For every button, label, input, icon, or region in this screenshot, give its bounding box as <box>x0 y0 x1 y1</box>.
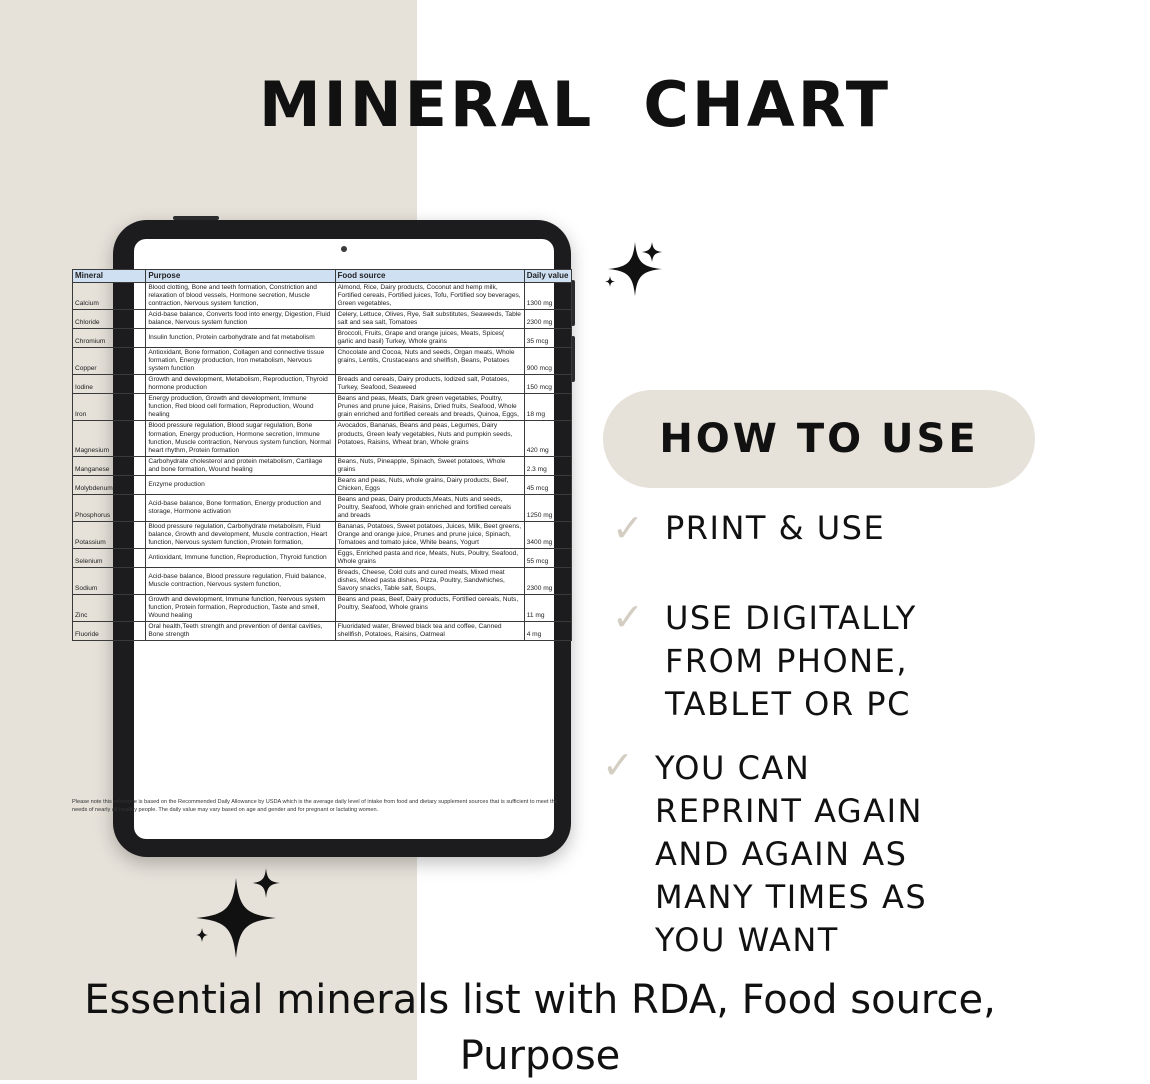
table-row <box>73 595 572 622</box>
food-source-cell: Avocados, Bananas, Beans and peas, Legumes, Dairy products, Green leafy vegetables, Nuts and pumpkin seeds, Potatoes, Raisins, Wheat bran, Whole grains <box>335 421 524 456</box>
daily-value-cell: 900 mcg <box>524 348 571 375</box>
sparkle-icon <box>188 868 288 960</box>
purpose-cell: Acid-base balance, Bone formation, Energy production and storage, Hormone activation <box>146 494 335 521</box>
mineral-cell: Manganese <box>73 456 146 475</box>
mineral-cell: Calcium <box>73 283 146 310</box>
sparkle-icon <box>600 240 670 300</box>
purpose-cell: Enzyme production <box>146 475 335 494</box>
food-source-cell: Beans and peas, Dairy products,Meats, Nuts and seeds, Poultry, Seafood, Whole grain enriched and fortified cereals and breads <box>335 494 524 521</box>
step-reprint: YOU CAN REPRINT AGAIN AND AGAIN AS MANY TIMES AS YOU WANT <box>655 749 928 959</box>
table-row <box>73 348 572 375</box>
purpose-cell: Carbohydrate cholesterol and protein metabolism, Cartilage and bone formation, Wound healing <box>146 456 335 475</box>
mineral-cell: Phosphorus <box>73 494 146 521</box>
food-source-cell: Chocolate and Cocoa, Nuts and seeds, Organ meats, Whole grains, Lentils, Crustaceans and shellfish, Beans, Potatoes <box>335 348 524 375</box>
table-row <box>73 521 572 548</box>
purpose-cell: Blood pressure regulation, Carbohydrate metabolism, Fluid balance, Growth and development, Muscle contraction, Heart function, Nervous system function, Protein formation, <box>146 521 335 548</box>
checkmark-icon: ✓ <box>612 595 644 639</box>
tablet-screen <box>72 239 569 839</box>
camera-dot <box>341 246 347 252</box>
table-footnote: Please note this reference is based on the Recommended Daily Allowance by USDA which is the average daily level of intake from food and dietary supplement sources that is sufficient to meet the needs of nearly all healthy people. The daily value may vary based on age and gender and for pregnant or lactating women. <box>72 799 558 813</box>
table-row <box>73 622 572 641</box>
daily-value-cell: 4 mg <box>524 622 571 641</box>
mineral-cell: Chloride <box>73 310 146 329</box>
daily-value-cell: 35 mcg <box>524 329 571 348</box>
mineral-cell: Magnesium <box>73 421 146 456</box>
header-food-source: Food source <box>335 270 524 283</box>
tablet-power-button <box>173 216 219 220</box>
table-row <box>73 329 572 348</box>
purpose-cell: Oral health,Teeth strength and prevention of dental cavities, Bone strength <box>146 622 335 641</box>
daily-value-cell: 1300 mg <box>524 283 571 310</box>
daily-value-cell: 18 mg <box>524 394 571 421</box>
daily-value-cell: 150 mcg <box>524 375 571 394</box>
food-source-cell: Breads and cereals, Dairy products, Iodized salt, Potatoes, Turkey, Seafood, Seaweed <box>335 375 524 394</box>
step-print-and-use: PRINT & USE <box>665 509 886 547</box>
tablet-mockup <box>72 220 571 857</box>
purpose-cell: Energy production, Growth and development, Immune function, Red blood cell formation, Reproduction, Wound healing <box>146 394 335 421</box>
food-source-cell: Beans and peas, Nuts, whole grains, Dairy products, Beef, Chicken, Eggs <box>335 475 524 494</box>
table-row <box>73 494 572 521</box>
daily-value-cell: 420 mg <box>524 421 571 456</box>
food-source-cell: Breads, Cheese, Cold cuts and cured meats, Mixed meat dishes, Mixed pasta dishes, Pizza, Poultry, Sandwhiches, Savory snacks, Table salt, Soups, <box>335 567 524 594</box>
food-source-cell: Almond, Rice, Dairy products, Coconut and hemp milk, Fortified cereals, Fortified juices, Tofu, Fortified soy beverages, Green vegetables, <box>335 283 524 310</box>
purpose-cell: Blood clotting, Bone and teeth formation, Constriction and relaxation of blood vessels, Hormone secretion, Muscle contraction, Nervous system function, <box>146 283 335 310</box>
purpose-cell: Acid-base balance, Converts food into energy, Digestion, Fluid balance, Nervous system function <box>146 310 335 329</box>
daily-value-cell: 1250 mg <box>524 494 571 521</box>
table-row <box>73 283 572 310</box>
food-source-cell: Beans and peas, Meats, Dark green vegetables, Poultry, Prunes and prune juice, Raisins, Dried fruits, Seafood, Whole grain enriched and fortified cereals and breads, Quinoa, Eggs, <box>335 394 524 421</box>
daily-value-cell: 45 mcg <box>524 475 571 494</box>
purpose-cell: Acid-base balance, Blood pressure regulation, Fluid balance, Muscle contraction, Nervous system function, <box>146 567 335 594</box>
daily-value-cell: 11 mg <box>524 595 571 622</box>
food-source-cell: Celery, Lettuce, Olives, Rye, Salt substitutes, Seaweeds, Table salt and sea salt, Tomatoes <box>335 310 524 329</box>
purpose-cell: Growth and development, Immune function, Nervous system function, Protein formation, Reproduction, Taste and smell, Wound healing <box>146 595 335 622</box>
daily-value-cell: 55 mcg <box>524 548 571 567</box>
mineral-cell: Iron <box>73 394 146 421</box>
mineral-table <box>72 269 572 641</box>
mineral-cell: Potassium <box>73 521 146 548</box>
mineral-cell: Fluoride <box>73 622 146 641</box>
food-source-cell: Bananas, Potatoes, Sweet potatoes, Juices, Milk, Beet greens, Orange and orange juice, Prunes and prune juice, Spinach, Tomatoes and tomato juice, White beans, Yogurt <box>335 521 524 548</box>
step-use-digitally: USE DIGITALLY FROM PHONE, TABLET OR PC <box>665 599 917 723</box>
mineral-cell: Zinc <box>73 595 146 622</box>
mineral-cell: Chromium <box>73 329 146 348</box>
table-row <box>73 456 572 475</box>
table-header-row <box>73 270 572 283</box>
checkmark-icon: ✓ <box>612 506 644 550</box>
table-row <box>73 475 572 494</box>
mineral-cell: Iodine <box>73 375 146 394</box>
table-row <box>73 421 572 456</box>
mineral-cell: Molybdenum <box>73 475 146 494</box>
daily-value-cell: 2.3 mg <box>524 456 571 475</box>
purpose-cell: Antioxidant, Bone formation, Collagen and connective tissue formation, Energy production, Iron metabolism, Nervous system function <box>146 348 335 375</box>
food-source-cell: Eggs, Enriched pasta and rice, Meats, Nuts, Poultry, Seafood, Whole grains <box>335 548 524 567</box>
header-purpose: Purpose <box>146 270 335 283</box>
food-source-cell: Beans and peas, Beef, Dairy products, Fortified cereals, Nuts, Poultry, Seafood, Whole grains <box>335 595 524 622</box>
food-source-cell: Broccoli, Fruits, Grape and orange juices, Meats, Spices( garlic and basil) Turkey, Whole grains <box>335 329 524 348</box>
table-row <box>73 375 572 394</box>
daily-value-cell: 3400 mg <box>524 521 571 548</box>
how-to-use-heading: HOW TO USE <box>603 390 1035 488</box>
food-source-cell: Fluoridated water, Brewed black tea and coffee, Canned shellfish, Potatoes, Raisins, Oatmeal <box>335 622 524 641</box>
mineral-cell: Selenium <box>73 548 146 567</box>
page-title: MINERAL CHART <box>258 68 892 141</box>
purpose-cell: Insulin function, Protein carbohydrate and fat metabolism <box>146 329 335 348</box>
table-row <box>73 394 572 421</box>
purpose-cell: Antioxidant, Immune function, Reproduction, Thyroid function <box>146 548 335 567</box>
daily-value-cell: 2300 mg <box>524 567 571 594</box>
mineral-cell: Copper <box>73 348 146 375</box>
purpose-cell: Growth and development, Metabolism, Reproduction, Thyroid hormone production <box>146 375 335 394</box>
table-row <box>73 567 572 594</box>
table-row <box>73 548 572 567</box>
mineral-cell: Sodium <box>73 567 146 594</box>
purpose-cell: Blood pressure regulation, Blood sugar regulation, Bone formation, Energy production, Hormone secretion, Immune function, Muscle contraction, Nervous system function, Normal heart rhythm, Protein formation <box>146 421 335 456</box>
bottom-caption: Essential minerals list with RDA, Food source, Purpose <box>84 977 996 1079</box>
food-source-cell: Beans, Nuts, Pineapple, Spinach, Sweet potatoes, Whole grains <box>335 456 524 475</box>
table-row <box>73 310 572 329</box>
header-mineral: Mineral <box>73 270 146 283</box>
header-daily-value: Daily value <box>524 270 571 283</box>
checkmark-icon: ✓ <box>602 743 634 787</box>
daily-value-cell: 2300 mg <box>524 310 571 329</box>
